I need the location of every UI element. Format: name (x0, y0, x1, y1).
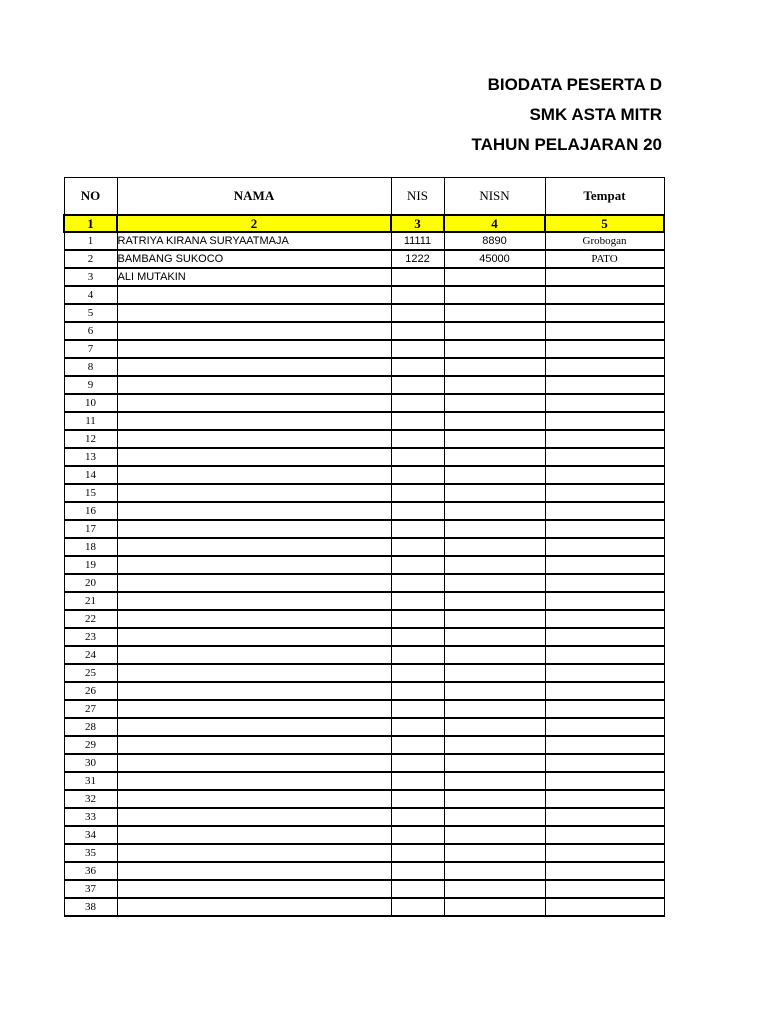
birthplace-cell (545, 826, 664, 844)
birthplace-cell (545, 358, 664, 376)
student-name-cell (117, 718, 391, 736)
student-name-cell (117, 754, 391, 772)
birthplace-cell (545, 772, 664, 790)
nisn-cell (444, 826, 545, 844)
student-name-cell (117, 700, 391, 718)
student-name-cell (117, 304, 391, 322)
row-number-cell: 33 (64, 808, 117, 826)
row-number-cell: 5 (64, 304, 117, 322)
nis-cell (391, 754, 444, 772)
nisn-cell (444, 322, 545, 340)
nis-cell (391, 772, 444, 790)
table-row (64, 628, 664, 646)
student-name-cell (117, 826, 391, 844)
table-row (64, 898, 664, 916)
table-row (64, 268, 664, 286)
birthplace-cell (545, 412, 664, 430)
birthplace-cell (545, 502, 664, 520)
table-row (64, 880, 664, 898)
nis-cell (391, 358, 444, 376)
table-row (64, 610, 664, 628)
birthplace-cell (545, 790, 664, 808)
nisn-cell: 45000 (444, 250, 545, 268)
column-header-nisn: NISN (444, 178, 545, 216)
row-number-cell: 20 (64, 574, 117, 592)
row-number-cell: 27 (64, 700, 117, 718)
nisn-cell (444, 610, 545, 628)
student-name-cell (117, 412, 391, 430)
birthplace-cell (545, 304, 664, 322)
nisn-cell (444, 484, 545, 502)
table-row (64, 250, 664, 268)
row-number-cell: 30 (64, 754, 117, 772)
table-row (64, 484, 664, 502)
nis-cell (391, 538, 444, 556)
row-number-cell: 2 (64, 250, 117, 268)
nisn-cell (444, 880, 545, 898)
nis-cell (391, 448, 444, 466)
student-name-cell (117, 862, 391, 880)
nisn-cell (444, 466, 545, 484)
table-row (64, 646, 664, 664)
row-number-cell: 14 (64, 466, 117, 484)
row-number-cell: 19 (64, 556, 117, 574)
nisn-cell (444, 286, 545, 304)
table-row (64, 520, 664, 538)
nisn-cell (444, 682, 545, 700)
birthplace-cell (545, 862, 664, 880)
column-number-row (64, 215, 664, 232)
nisn-cell: 8890 (444, 232, 545, 250)
table-row (64, 700, 664, 718)
student-name-cell (117, 484, 391, 502)
nisn-cell (444, 502, 545, 520)
nis-cell (391, 790, 444, 808)
nisn-cell (444, 754, 545, 772)
birthplace-cell (545, 538, 664, 556)
nisn-cell (444, 376, 545, 394)
table-row (64, 286, 664, 304)
student-name-cell (117, 880, 391, 898)
student-name-cell (117, 610, 391, 628)
student-name-cell (117, 682, 391, 700)
document-title-line3: TAHUN PELAJARAN 20 (471, 135, 662, 154)
nis-cell (391, 682, 444, 700)
document-title-line2: SMK ASTA MITR (529, 105, 662, 124)
birthplace-cell (545, 448, 664, 466)
nisn-cell (444, 412, 545, 430)
nis-cell (391, 718, 444, 736)
nis-cell (391, 340, 444, 358)
nis-cell (391, 646, 444, 664)
column-header-nama: NAMA (117, 178, 391, 216)
birthplace-cell (545, 322, 664, 340)
nis-cell: 11111 (391, 232, 444, 250)
table-row (64, 556, 664, 574)
row-number-cell: 38 (64, 898, 117, 916)
birthplace-cell: Grobogan (545, 232, 664, 250)
table-row (64, 232, 664, 250)
birthplace-cell (545, 592, 664, 610)
row-number-cell: 7 (64, 340, 117, 358)
table-row (64, 448, 664, 466)
nis-cell (391, 664, 444, 682)
student-name-cell (117, 844, 391, 862)
student-name-cell (117, 790, 391, 808)
nis-cell (391, 484, 444, 502)
birthplace-cell (545, 268, 664, 286)
row-number-cell: 26 (64, 682, 117, 700)
row-number-cell: 12 (64, 430, 117, 448)
table-header-row (64, 178, 664, 216)
nisn-cell (444, 808, 545, 826)
table-row (64, 682, 664, 700)
nis-cell (391, 592, 444, 610)
row-number-cell: 8 (64, 358, 117, 376)
nis-cell (391, 628, 444, 646)
table-row (64, 340, 664, 358)
birthplace-cell (545, 556, 664, 574)
nisn-cell (444, 556, 545, 574)
row-number-cell: 11 (64, 412, 117, 430)
nisn-cell (444, 358, 545, 376)
nis-cell (391, 412, 444, 430)
student-name-cell (117, 430, 391, 448)
birthplace-cell (545, 610, 664, 628)
birthplace-cell (545, 700, 664, 718)
column-number: 1 (64, 215, 117, 232)
birthplace-cell (545, 898, 664, 916)
table-row (64, 862, 664, 880)
table-row (64, 754, 664, 772)
student-name-cell (117, 808, 391, 826)
nis-cell (391, 268, 444, 286)
birthplace-cell (545, 466, 664, 484)
student-name-cell (117, 466, 391, 484)
nis-cell (391, 556, 444, 574)
nisn-cell (444, 448, 545, 466)
column-header-no: NO (64, 178, 117, 216)
nisn-cell (444, 340, 545, 358)
birthplace-cell (545, 808, 664, 826)
column-number: 2 (117, 215, 391, 232)
birthplace-cell (545, 844, 664, 862)
student-name-cell (117, 502, 391, 520)
table-row (64, 304, 664, 322)
row-number-cell: 17 (64, 520, 117, 538)
birthplace-cell (545, 682, 664, 700)
row-number-cell: 23 (64, 628, 117, 646)
row-number-cell: 36 (64, 862, 117, 880)
table-row (64, 718, 664, 736)
table-row (64, 358, 664, 376)
row-number-cell: 35 (64, 844, 117, 862)
nisn-cell (444, 646, 545, 664)
document-title-line1: BIODATA PESERTA D (487, 75, 662, 94)
nisn-cell (444, 304, 545, 322)
column-number: 4 (444, 215, 545, 232)
table-row (64, 664, 664, 682)
nis-cell (391, 376, 444, 394)
row-number-cell: 16 (64, 502, 117, 520)
birthplace-cell (545, 520, 664, 538)
nisn-cell (444, 844, 545, 862)
nisn-cell (444, 574, 545, 592)
birthplace-cell (545, 628, 664, 646)
nis-cell: 1222 (391, 250, 444, 268)
nis-cell (391, 862, 444, 880)
nis-cell (391, 574, 444, 592)
student-name-cell (117, 574, 391, 592)
row-number-cell: 3 (64, 268, 117, 286)
table-row (64, 736, 664, 754)
student-name-cell (117, 520, 391, 538)
row-number-cell: 10 (64, 394, 117, 412)
table-row (64, 592, 664, 610)
row-number-cell: 22 (64, 610, 117, 628)
nis-cell (391, 826, 444, 844)
nis-cell (391, 880, 444, 898)
birthplace-cell (545, 574, 664, 592)
nis-cell (391, 430, 444, 448)
birthplace-cell (545, 754, 664, 772)
nisn-cell (444, 736, 545, 754)
student-name-cell (117, 322, 391, 340)
birthplace-cell (545, 718, 664, 736)
row-number-cell: 13 (64, 448, 117, 466)
birthplace-cell: PATO (545, 250, 664, 268)
student-name-cell: ALI MUTAKIN (117, 268, 391, 286)
nis-cell (391, 304, 444, 322)
birthplace-cell (545, 286, 664, 304)
birthplace-cell (545, 484, 664, 502)
nisn-cell (444, 628, 545, 646)
student-name-cell (117, 736, 391, 754)
row-number-cell: 24 (64, 646, 117, 664)
student-name-cell (117, 592, 391, 610)
nis-cell (391, 322, 444, 340)
student-name-cell (117, 898, 391, 916)
birthplace-cell (545, 664, 664, 682)
table-row (64, 574, 664, 592)
nis-cell (391, 610, 444, 628)
birthplace-cell (545, 340, 664, 358)
table-row (64, 466, 664, 484)
student-name-cell (117, 772, 391, 790)
table-row (64, 502, 664, 520)
row-number-cell: 29 (64, 736, 117, 754)
table-row (64, 430, 664, 448)
table-row (64, 790, 664, 808)
nis-cell (391, 736, 444, 754)
nisn-cell (444, 430, 545, 448)
row-number-cell: 9 (64, 376, 117, 394)
student-name-cell (117, 286, 391, 304)
row-number-cell: 25 (64, 664, 117, 682)
row-number-cell: 32 (64, 790, 117, 808)
nisn-cell (444, 538, 545, 556)
nisn-cell (444, 700, 545, 718)
student-name-cell (117, 394, 391, 412)
row-number-cell: 28 (64, 718, 117, 736)
row-number-cell: 34 (64, 826, 117, 844)
nis-cell (391, 466, 444, 484)
row-number-cell: 4 (64, 286, 117, 304)
table-row (64, 322, 664, 340)
nisn-cell (444, 592, 545, 610)
row-number-cell: 31 (64, 772, 117, 790)
student-name-cell (117, 664, 391, 682)
nisn-cell (444, 772, 545, 790)
birthplace-cell (545, 430, 664, 448)
nis-cell (391, 700, 444, 718)
row-number-cell: 21 (64, 592, 117, 610)
nisn-cell (444, 862, 545, 880)
nis-cell (391, 286, 444, 304)
table-row (64, 376, 664, 394)
student-name-cell (117, 358, 391, 376)
student-name-cell (117, 556, 391, 574)
student-name-cell: RATRIYA KIRANA SURYAATMAJA (117, 232, 391, 250)
row-number-cell: 6 (64, 322, 117, 340)
nis-cell (391, 394, 444, 412)
student-name-cell (117, 646, 391, 664)
row-number-cell: 37 (64, 880, 117, 898)
nis-cell (391, 502, 444, 520)
table-row (64, 844, 664, 862)
nisn-cell (444, 394, 545, 412)
nisn-cell (444, 664, 545, 682)
birthplace-cell (545, 376, 664, 394)
student-name-cell (117, 538, 391, 556)
nisn-cell (444, 790, 545, 808)
column-number: 3 (391, 215, 444, 232)
column-number: 5 (545, 215, 664, 232)
table-body (64, 232, 664, 916)
student-name-cell (117, 376, 391, 394)
nisn-cell (444, 718, 545, 736)
birthplace-cell (545, 646, 664, 664)
table-row (64, 412, 664, 430)
column-header-tempat: Tempat (545, 178, 664, 216)
row-number-cell: 18 (64, 538, 117, 556)
nis-cell (391, 898, 444, 916)
nisn-cell (444, 268, 545, 286)
row-number-cell: 15 (64, 484, 117, 502)
birthplace-cell (545, 394, 664, 412)
nisn-cell (444, 898, 545, 916)
table-row (64, 772, 664, 790)
nis-cell (391, 520, 444, 538)
birthplace-cell (545, 736, 664, 754)
student-name-cell: BAMBANG SUKOCO (117, 250, 391, 268)
nis-cell (391, 808, 444, 826)
table-row (64, 538, 664, 556)
table-row (64, 808, 664, 826)
table-row (64, 826, 664, 844)
birthplace-cell (545, 880, 664, 898)
student-name-cell (117, 340, 391, 358)
nis-cell (391, 844, 444, 862)
column-header-nis: NIS (391, 178, 444, 216)
student-name-cell (117, 448, 391, 466)
nisn-cell (444, 520, 545, 538)
table-row (64, 394, 664, 412)
row-number-cell: 1 (64, 232, 117, 250)
biodata-table (63, 177, 665, 917)
student-name-cell (117, 628, 391, 646)
